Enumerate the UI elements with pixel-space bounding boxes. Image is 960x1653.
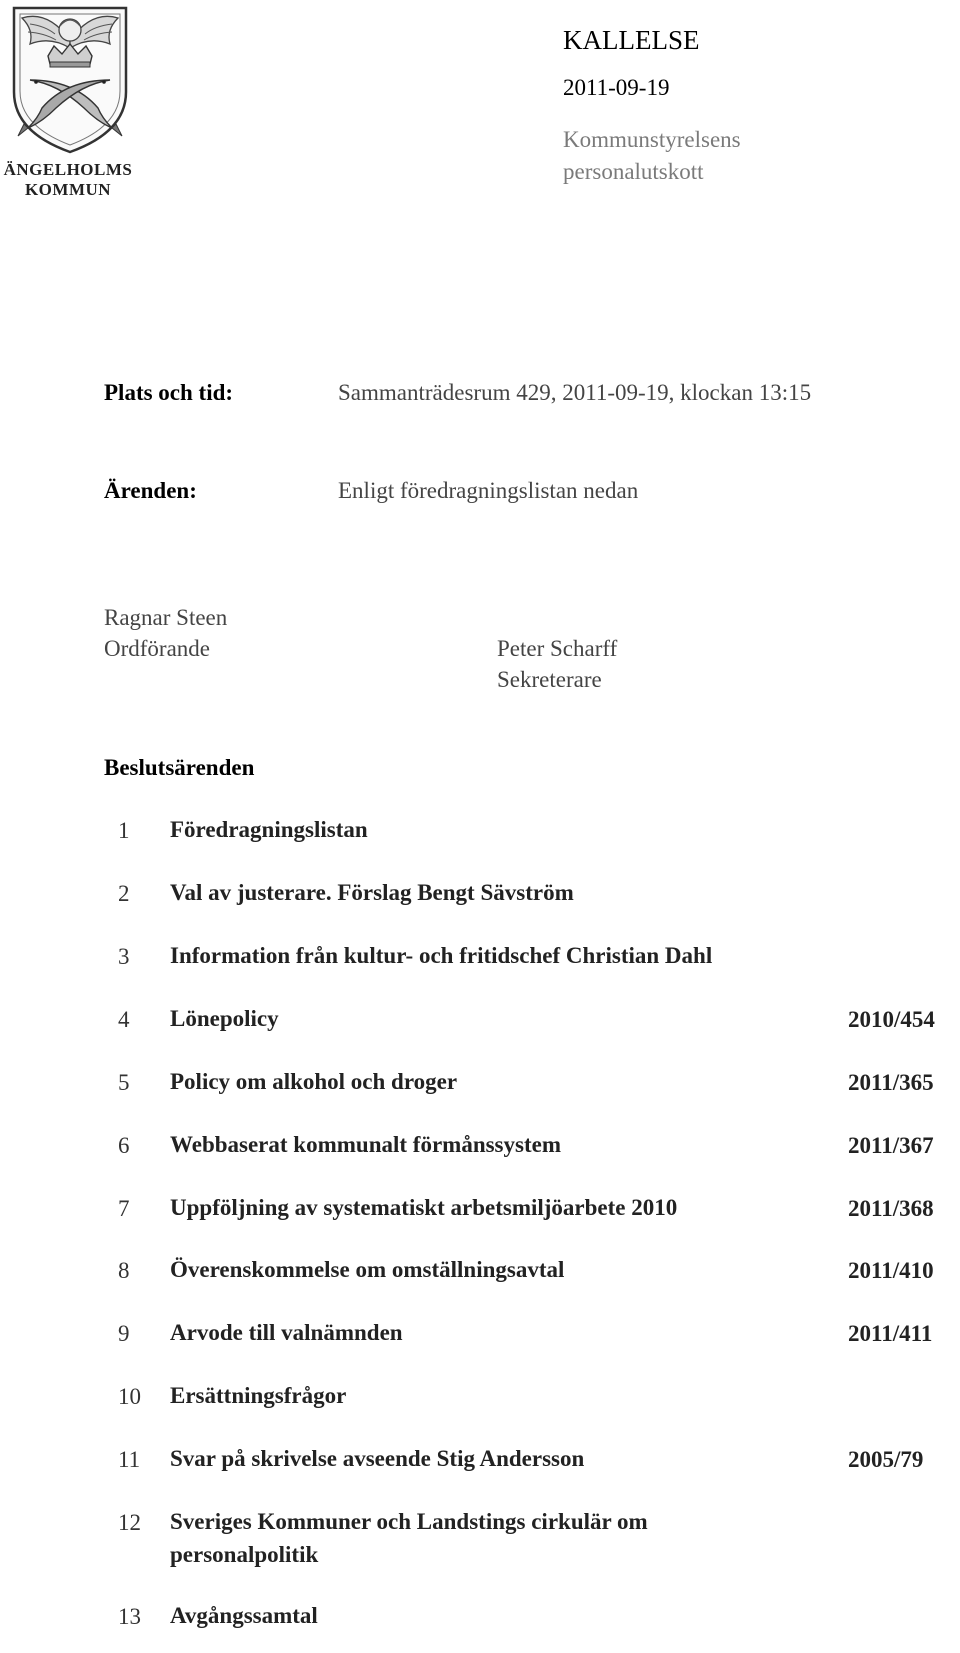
agenda-item-title: [170, 1442, 584, 1475]
agenda-item-reference: 2011/368: [848, 1196, 934, 1221]
agenda-item-title: [170, 813, 368, 846]
agenda-item-number: 4: [118, 1007, 130, 1032]
agenda-item-number: 11: [118, 1447, 141, 1472]
agenda-item-number: 10: [118, 1384, 141, 1409]
document-date: 2011-09-19: [563, 75, 670, 100]
agenda-item-title-line: Lönepolicy: [170, 1006, 279, 1031]
agenda-item-reference: 2005/79: [848, 1447, 924, 1472]
agenda-item-title: [170, 1316, 403, 1349]
secretary-role: Sekreterare: [497, 667, 602, 692]
agenda-item-number: 6: [118, 1133, 130, 1158]
committee-line2: personalutskott: [563, 159, 704, 184]
agenda-item-number: 3: [118, 944, 130, 969]
agenda-item-reference: 2010/454: [848, 1007, 935, 1032]
agenda-item-title: [170, 939, 712, 972]
agenda-item-number: 2: [118, 881, 130, 906]
agenda-item-reference: 2011/410: [848, 1258, 934, 1283]
agenda-item-title-line: Svar på skrivelse avseende Stig Andersson: [170, 1446, 585, 1471]
municipality-logo: [0, 0, 140, 205]
agenda-item-reference: 2011/367: [848, 1133, 934, 1158]
matters-label: Ärenden:: [104, 478, 197, 503]
agenda-item-number: 1: [118, 818, 130, 843]
agenda-item-title-line: Information från kultur- och fritidschef Christian Dahl: [170, 943, 713, 968]
agenda-item-title: [170, 1128, 561, 1161]
agenda-item-title-line2: personalpolitik: [170, 1542, 319, 1567]
secretary-name: Peter Scharff: [497, 636, 618, 661]
chair-name: Ragnar Steen: [104, 605, 228, 630]
agenda-item-title: [170, 1599, 318, 1632]
agenda-item-title: [170, 876, 574, 909]
agenda-item-title: [170, 1002, 279, 1035]
agenda-item-reference: 2011/365: [848, 1070, 934, 1095]
chair-role: Ordförande: [104, 636, 211, 661]
document-type: KALLELSE: [563, 25, 700, 55]
committee-line1: Kommunstyrelsens: [563, 127, 741, 152]
agenda-item-title-line: Policy om alkohol och droger: [170, 1069, 458, 1094]
agenda-item-number: 13: [118, 1604, 141, 1629]
committee-name: [563, 124, 741, 188]
agenda-item-title-line: Arvode till valnämnden: [170, 1320, 403, 1345]
chair-block: [104, 602, 227, 664]
logo-text-line2: KOMMUN: [24, 180, 112, 199]
agenda-item-title: [170, 1191, 677, 1224]
agenda-item-title: [170, 1253, 564, 1286]
secretary-block: [497, 633, 617, 695]
agenda-item-number: 7: [118, 1196, 130, 1221]
agenda-item-title-line: Uppföljning av systematiskt arbetsmiljöarbete 2010: [170, 1195, 678, 1220]
agenda-item-title-line: Föredragningslistan: [170, 817, 368, 842]
agenda-item-reference: 2011/411: [848, 1321, 933, 1346]
agenda-item-number: 5: [118, 1070, 130, 1095]
matters-value: Enligt föredragningslistan nedan: [338, 478, 639, 503]
agenda-item-title-line: Överenskommelse om omställningsavtal: [170, 1257, 565, 1282]
coat-of-arms-icon: [0, 0, 140, 160]
agenda-item-title: [170, 1065, 457, 1098]
agenda-item-title-line: Ersättningsfrågor: [170, 1383, 347, 1408]
agenda-item-title: [170, 1505, 648, 1571]
agenda-heading: Beslutsärenden: [104, 755, 255, 780]
agenda-item-title: [170, 1379, 346, 1412]
place-time-label: Plats och tid:: [104, 380, 234, 405]
agenda-item-number: 8: [118, 1258, 130, 1283]
agenda-item-title-line: Webbaserat kommunalt förmånssystem: [170, 1132, 561, 1157]
agenda-item-number: 9: [118, 1321, 130, 1346]
agenda-item-number: 12: [118, 1510, 141, 1535]
agenda-item-title-line: Avgångssamtal: [170, 1603, 318, 1628]
place-time-value: Sammanträdesrum 429, 2011-09-19, klockan 13:15: [338, 380, 812, 405]
logo-text-line1: ÄNGELHOLMS: [3, 160, 133, 179]
agenda-item-title-line: Val av justerare. Förslag Bengt Sävström: [170, 880, 574, 905]
agenda-item-title-line: Sveriges Kommuner och Landstings cirkulär om: [170, 1509, 648, 1534]
